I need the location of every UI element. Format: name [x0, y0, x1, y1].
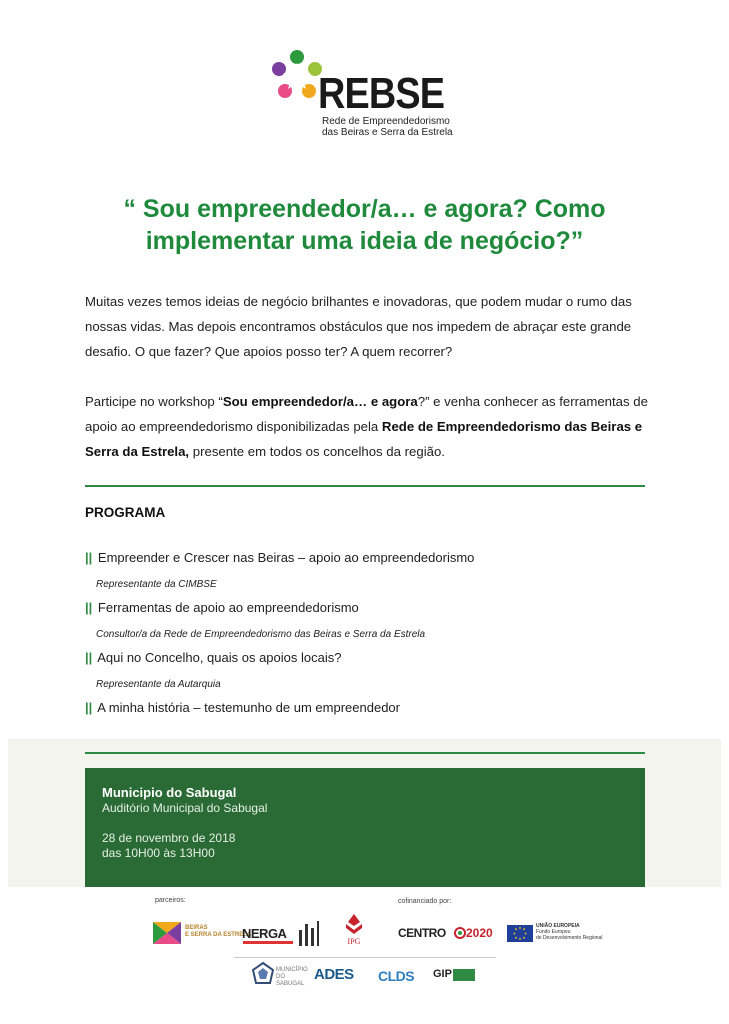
programa-item-title: Empreender e Crescer nas Beiras – apoio ao empreendedorismo [97, 550, 475, 565]
centro-logo: CENTRO [398, 926, 446, 940]
event-divider [85, 752, 645, 754]
event-date: 28 de novembro de 2018 [102, 831, 236, 845]
beiras-logo-text: BEIRAS E SERRA DA ESTRELA [185, 925, 252, 938]
section-divider [85, 485, 645, 487]
bars-logo-icon [298, 920, 322, 948]
programa-item-speaker: Consultor/a da Rede de Empreendedorismo das Beiras e Serra da Estrela [96, 629, 426, 640]
eu-text: UNIÃO EUROPEIA Fundo Europeu de Desenvolvimento Regional [536, 923, 603, 941]
programa-item [85, 550, 645, 600]
gip-logo-box [453, 969, 475, 981]
sabugal-text: MUNICÍPIO DO SABUGAL [276, 967, 308, 987]
rebse-subtitle: Rede de Empreendedorismo das Beiras e Serra da Estrela [322, 116, 453, 138]
cofinanced-label: cofinanciado por: [398, 898, 452, 905]
programa-item-title: A minha história – testemunho de um empreendedor [97, 700, 400, 715]
rebse-logo [270, 45, 470, 145]
gip-logo: GIP [433, 968, 452, 980]
nerga-logo: NERGA [242, 926, 287, 941]
bullet-bars-icon: || [85, 550, 93, 565]
event-venue: Auditório Municipal do Sabugal [102, 801, 268, 815]
svg-text:IPG: IPG [347, 937, 361, 946]
portugal2020-text: 2020 [466, 926, 493, 940]
partners-label: parceiros: [155, 897, 186, 904]
programa-item [85, 650, 645, 700]
eu-flag-icon [507, 925, 533, 942]
event-info-box [85, 768, 645, 887]
programa-item [85, 600, 645, 650]
ipg-logo-icon [340, 912, 368, 946]
page-title: “ Sou empreendedor/a… e agora? Como implementar uma ideia de negócio?” [123, 195, 606, 255]
event-organizer: Municipio do Sabugal [102, 785, 237, 800]
invite-paragraph: Participe no workshop “Sou empreendedor/a… e agora?” e venha conhecer as ferramentas de apoio ao empreendedorismo disponibilizadas pela Rede de Empreendedorismo das Beiras e Serra da Estrela, presente em todos os concelhos da região. [85, 394, 648, 459]
programa-item-speaker: Representante da CIMBSE [96, 579, 217, 590]
bullet-bars-icon: || [85, 700, 93, 715]
ades-logo: ADES [314, 966, 354, 983]
programa-item-title: Aqui no Concelho, quais os apoios locais? [97, 650, 342, 665]
rebse-star-logo [270, 49, 324, 103]
bullet-bars-icon: || [85, 650, 93, 665]
workshop-name: Sou empreendedor/a… e agora [222, 394, 418, 409]
beiras-logo-icon [153, 922, 181, 944]
rebse-wordmark: REBSE [318, 69, 445, 118]
event-time: das 10H00 às 13H00 [102, 846, 215, 860]
programa-heading: PROGRAMA [85, 505, 166, 520]
intro-paragraph: Muitas vezes temos ideias de negócio brilhantes e inovadoras, que podem mudar o rumo das nossas vidas. Mas depois encontramos obstáculos que nos impedem de abraçar este grande desafio. O que fazer? Que apoios posso ter? A quem recorrer? [85, 294, 632, 359]
footer-divider [234, 957, 496, 958]
network-name: Rede de Empreendedorismo das Beiras e Serra da Estrela, [85, 419, 643, 459]
clds-logo: CLDS [378, 968, 415, 984]
programa-item-speaker: Representante da Autarquia [96, 679, 221, 690]
sabugal-crest-icon [252, 962, 274, 986]
bullet-bars-icon: || [85, 600, 93, 615]
programa-item-title: Ferramentas de apoio ao empreendedorismo [97, 600, 359, 615]
nerga-underline [243, 941, 293, 944]
programa-list [85, 550, 645, 750]
